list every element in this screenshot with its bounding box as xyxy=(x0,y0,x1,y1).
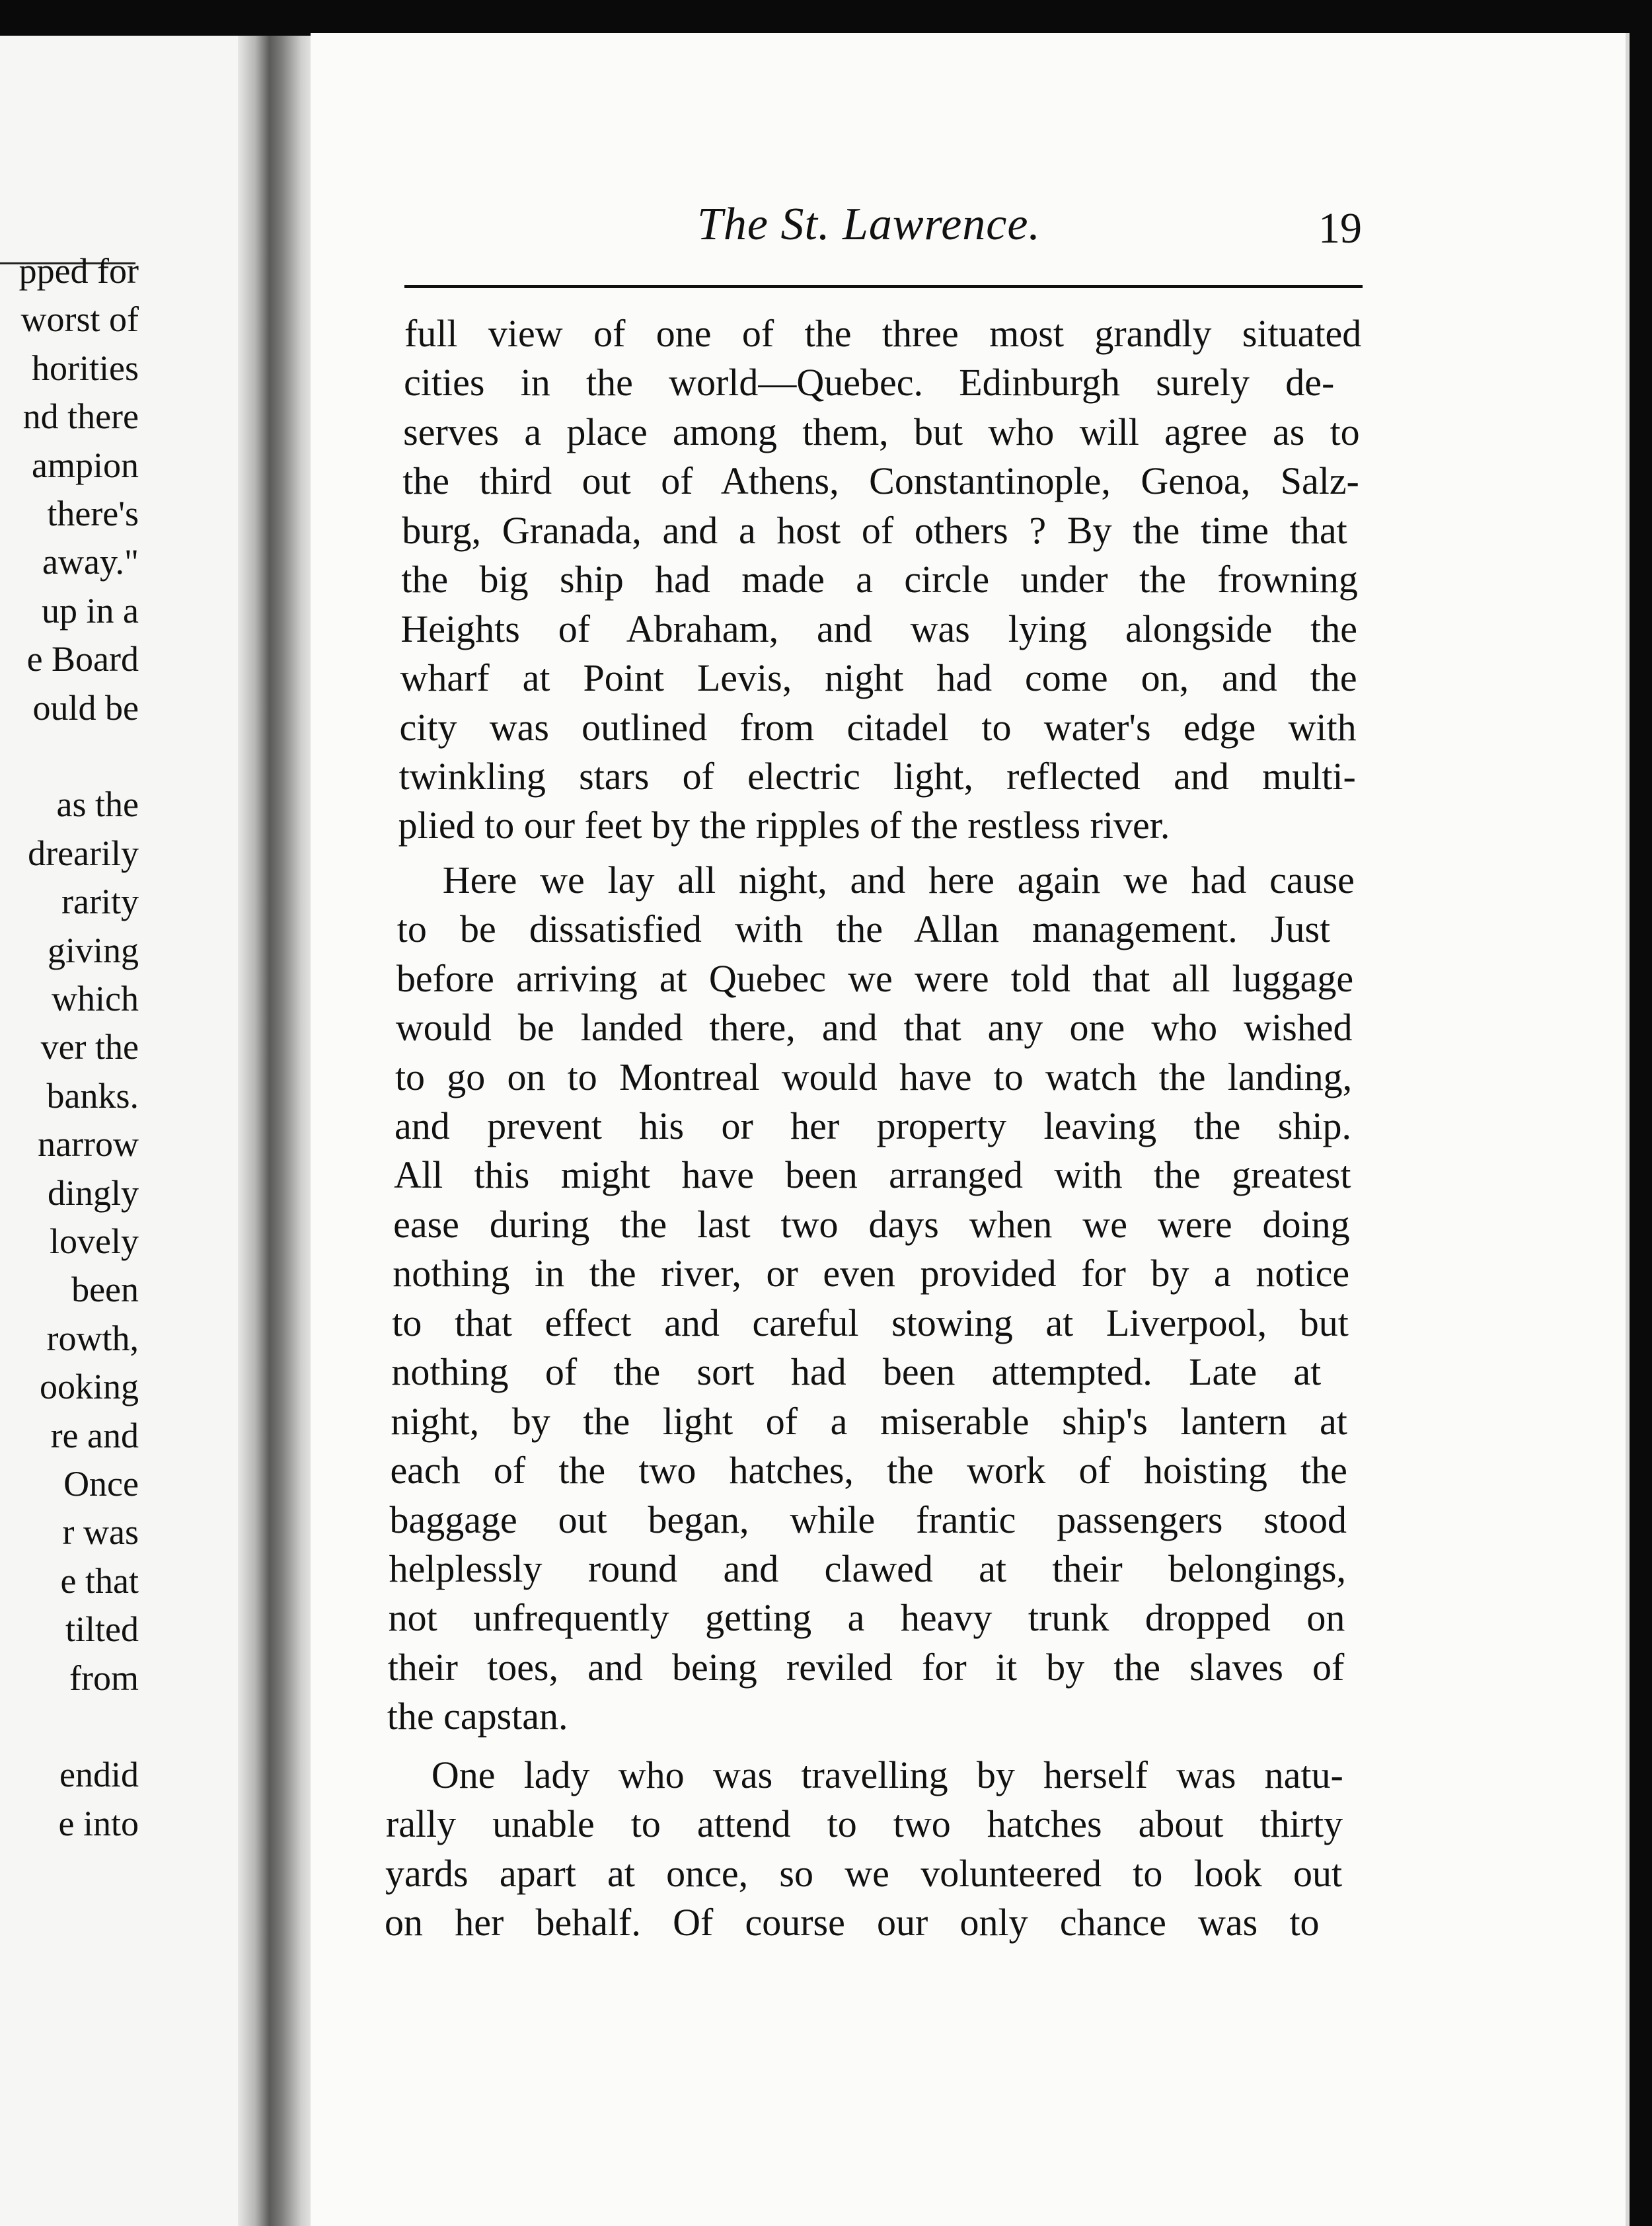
body-line: the capstan. xyxy=(387,1695,568,1738)
previous-page-line: re and xyxy=(50,1415,139,1455)
previous-page-line: e that xyxy=(60,1560,139,1601)
body-line: would be landed there, and that any one who wished xyxy=(395,1006,1353,1050)
previous-page-line: narrow xyxy=(38,1124,139,1165)
previous-page-line: drearily xyxy=(28,833,139,873)
body-line: before arriving at Quebec we were told that all luggage xyxy=(396,956,1354,1000)
previous-page-line: which xyxy=(52,979,139,1018)
previous-page-line: as the xyxy=(56,785,139,825)
book-gutter xyxy=(238,36,317,2226)
body-line: nothing of the sort had been attempted. Late at xyxy=(391,1350,1322,1394)
previous-page-line: banks. xyxy=(46,1075,139,1116)
previous-page-line: ampion xyxy=(32,445,139,485)
previous-page-line: ooking xyxy=(39,1367,139,1407)
previous-page-line: worst of xyxy=(20,299,139,340)
body-line: and prevent his or her property leaving the ship. xyxy=(394,1104,1351,1147)
body-line: cities in the world—Quebec. Edinburgh surely de- xyxy=(404,361,1335,404)
body-line: serves a place among them, but who will agree as to xyxy=(403,410,1360,453)
body-line: ease during the last two days when we were doing xyxy=(393,1202,1350,1246)
previous-page-line: r was xyxy=(62,1512,139,1553)
body-line: plied to our feet by the ripples of the restless river. xyxy=(398,804,1170,847)
body-line: to that effect and careful stowing at Liverpool, but xyxy=(392,1301,1349,1344)
running-head: The St. Lawrence. xyxy=(697,199,1041,250)
previous-page-line: lovely xyxy=(50,1221,139,1261)
previous-page-line: horities xyxy=(32,348,139,388)
body-line: baggage out began, while frantic passengers stood xyxy=(389,1498,1347,1541)
body-line: Heights of Abraham, and was lying alongside the xyxy=(400,607,1358,650)
previous-page-line: away." xyxy=(42,542,139,582)
body-line: the third out of Athens, Constantinople, Genoa, Salz- xyxy=(402,459,1359,503)
previous-page-line: rarity xyxy=(61,882,139,922)
body-line: to be dissatisfied with the Allan management. Just xyxy=(396,907,1331,951)
previous-page xyxy=(0,36,238,2226)
body-line: full view of one of the three most grandly situated xyxy=(404,312,1362,355)
body-line: burg, Granada, and a host of others ? By the time that xyxy=(402,508,1347,552)
previous-page-line: from xyxy=(69,1658,139,1698)
previous-page-line: endid xyxy=(59,1755,139,1795)
body-line: their toes, and being reviled for it by the slaves of xyxy=(387,1645,1345,1689)
previous-page-line: ver the xyxy=(40,1027,139,1067)
body-line: the big ship had made a circle under the frowning xyxy=(401,558,1358,601)
previous-page-line: been xyxy=(71,1270,139,1310)
previous-page-line: giving xyxy=(47,930,139,970)
previous-page-line: tilted xyxy=(65,1609,139,1650)
page-number: 19 xyxy=(1318,204,1362,252)
body-line: on her behalf. Of course our only chance was to xyxy=(385,1901,1320,1944)
body-line: One lady who was travelling by herself was natu- xyxy=(431,1753,1343,1796)
previous-page-line: Once xyxy=(63,1464,139,1504)
body-line: to go on to Montreal would have to watch the landing, xyxy=(394,1055,1353,1098)
previous-page-line: up in a xyxy=(42,590,139,631)
body-line: helplessly round and clawed at their belongings, xyxy=(389,1547,1347,1590)
body-line: not unfrequently getting a heavy trunk dropped on xyxy=(388,1596,1345,1640)
previous-page-line: pped for xyxy=(19,251,139,291)
body-line: yards apart at once, so we volunteered to look out xyxy=(385,1851,1343,1895)
previous-page-line: rowth, xyxy=(46,1318,139,1358)
previous-page-line: dingly xyxy=(47,1172,139,1213)
body-line: rally unable to attend to two hatches about thirty xyxy=(385,1802,1343,1846)
body-line: All this might have been arranged with the greatest xyxy=(394,1153,1351,1197)
body-line: each of the two hatches, the work of hoisting the xyxy=(390,1449,1347,1492)
header-rule xyxy=(404,285,1363,288)
previous-page-line: nd there xyxy=(22,397,139,437)
body-line: twinkling stars of electric light, reflected and multi- xyxy=(398,754,1356,798)
body-line: wharf at Point Levis, night had come on, and the xyxy=(400,656,1357,700)
previous-page-line: e into xyxy=(58,1803,139,1843)
previous-page-line: ould be xyxy=(32,687,139,728)
previous-page-line: e Board xyxy=(26,639,139,679)
body-line: Here we lay all night, and here again we had cause xyxy=(442,858,1355,902)
previous-page-line: there's xyxy=(47,494,139,533)
body-line: nothing in the river, or even provided for by a notice xyxy=(393,1252,1350,1295)
body-line: night, by the light of a miserable ship's lantern at xyxy=(391,1399,1347,1443)
body-line: city was outlined from citadel to water's edge with xyxy=(399,705,1357,749)
